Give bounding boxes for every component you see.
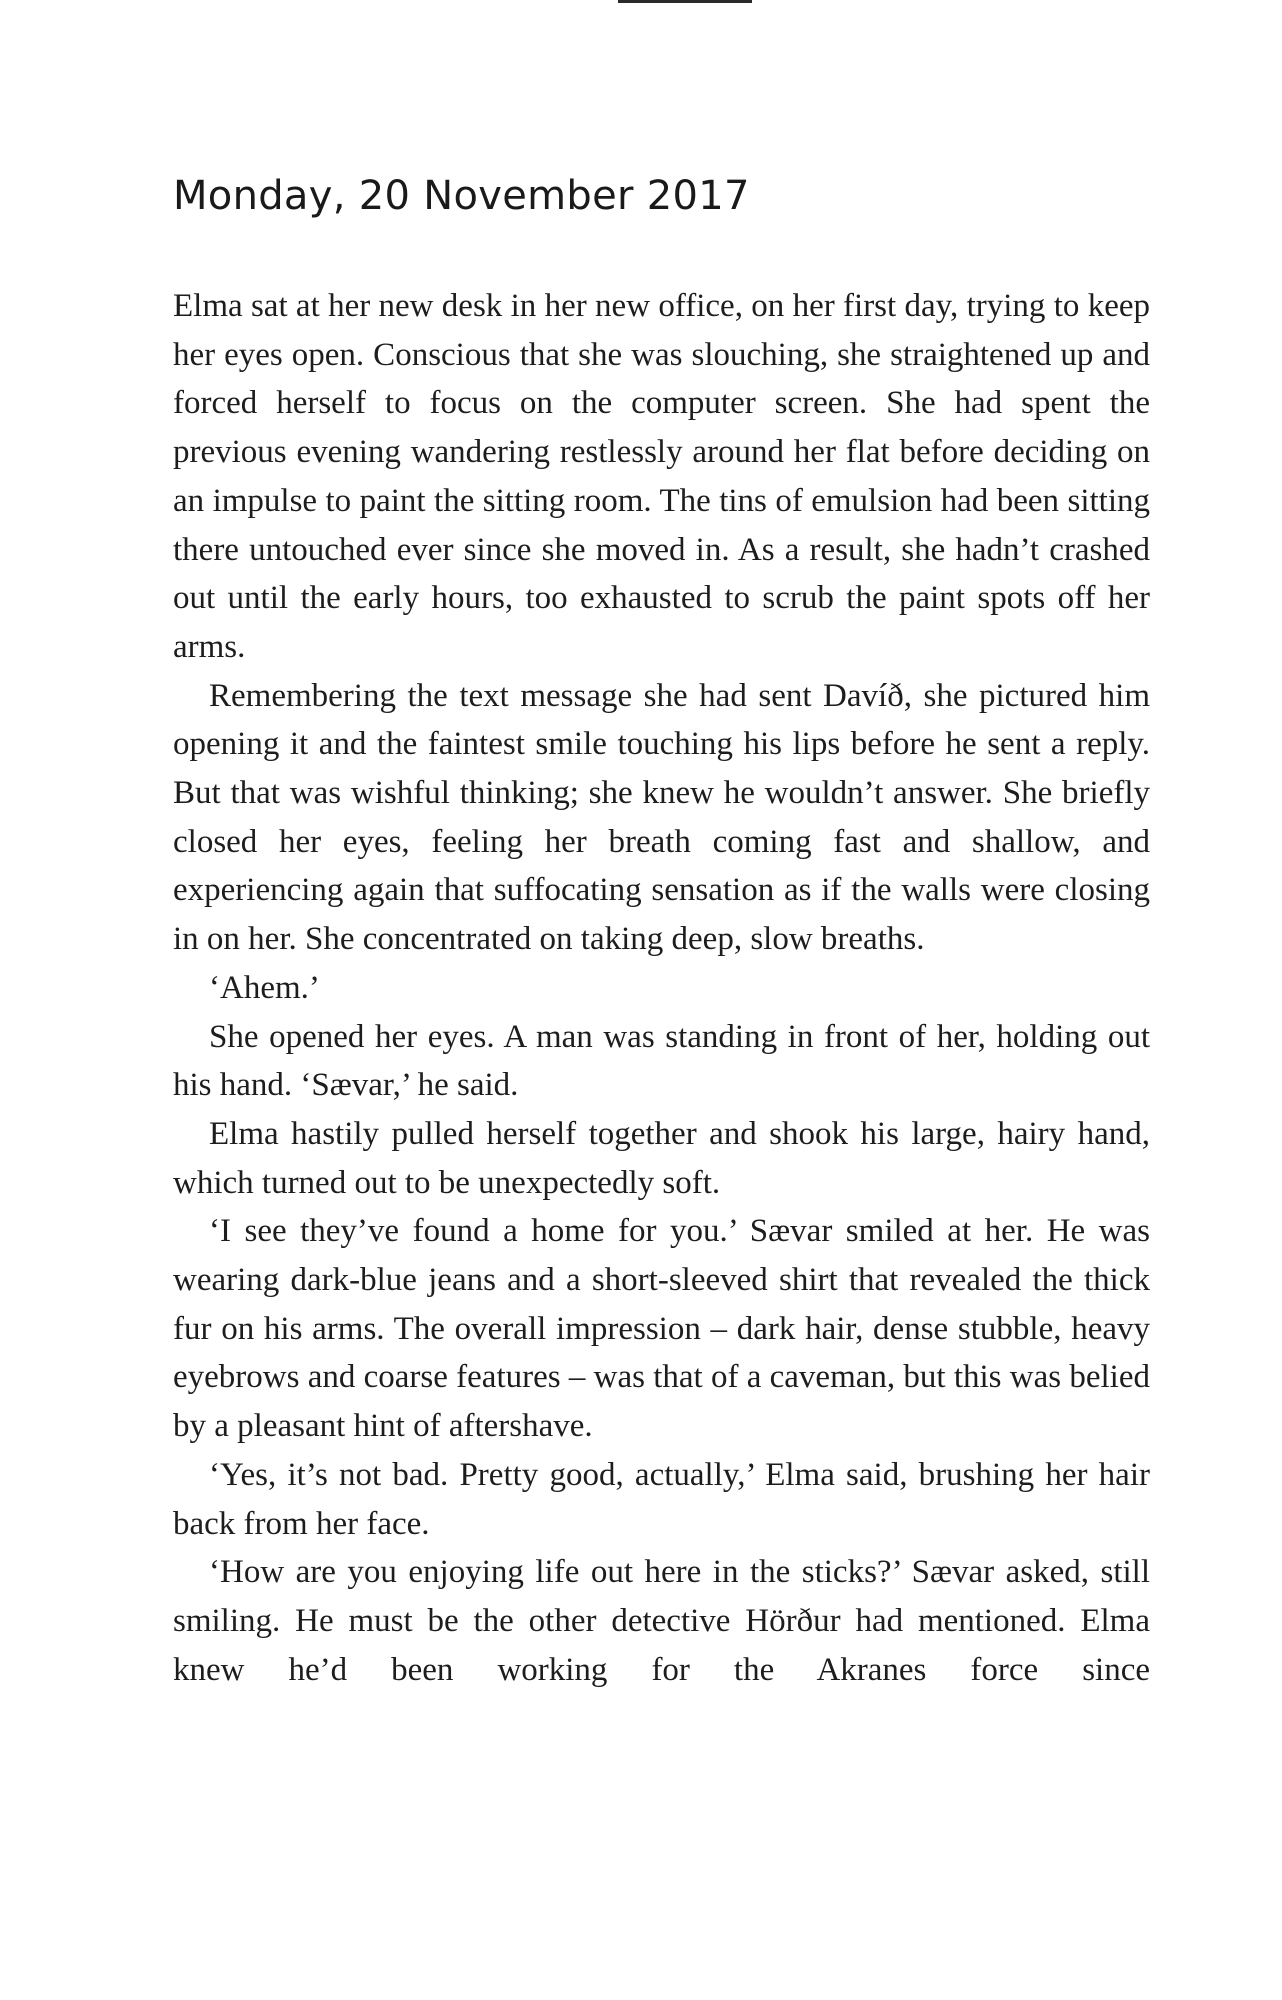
chapter-heading: Monday, 20 November 2017 [173, 173, 750, 219]
paragraph: She opened her eyes. A man was standing in front of her, holding out his hand. ‘Sævar,’ he said. [173, 1018, 1150, 1104]
paragraph: Elma sat at her new desk in her new office, on her first day, trying to keep her eyes open. Conscious that she was slouching, she straightened up and forced herself to focus on the computer screen. She had spent the previous evening wandering restlessly around her flat before deciding on an impulse to paint the sitting room. The tins of emulsion had been sitting there untouched ever since she moved in. As a result, she hadn’t crashed out until the early hours, too exhausted to scrub the paint spots off her arms. [173, 288, 1150, 665]
paragraph: ‘I see they’ve found a home for you.’ Sævar smiled at her. He was wearing dark-blue jeans and a short-sleeved shirt that revealed the thick fur on his arms. The overall impression – dark hair, dense stubble, heavy eyebrows and coarse features – was that of a caveman, but this was belied by a pleasant hint of aftershave. [173, 1213, 1150, 1445]
body-text [173, 282, 1150, 1694]
paragraph: Elma hastily pulled herself together and shook his large, hairy hand, which turned out to be unexpectedly soft. [173, 1115, 1150, 1201]
paragraph: ‘Ahem.’ [209, 969, 320, 1006]
paragraph: ‘Yes, it’s not bad. Pretty good, actually,’ Elma said, brushing her hair back from her face. [173, 1456, 1150, 1542]
paragraph: ‘How are you enjoying life out here in the sticks?’ Sævar asked, still smiling. He must be the other detective Hörður had mentioned. Elma knew he’d been working for the Akranes force since [173, 1554, 1150, 1688]
paragraph: Remembering the text message she had sent Davíð, she pictured him opening it and the faintest smile touching his lips before he sent a reply. But that was wishful thinking; she knew he wouldn’t answer. She briefly closed her eyes, feeling her breath coming fast and shallow, and experiencing again that suffocating sensation as if the walls were closing in on her. She concentrated on taking deep, slow breaths. [173, 677, 1150, 958]
top-rule-divider [618, 0, 752, 3]
